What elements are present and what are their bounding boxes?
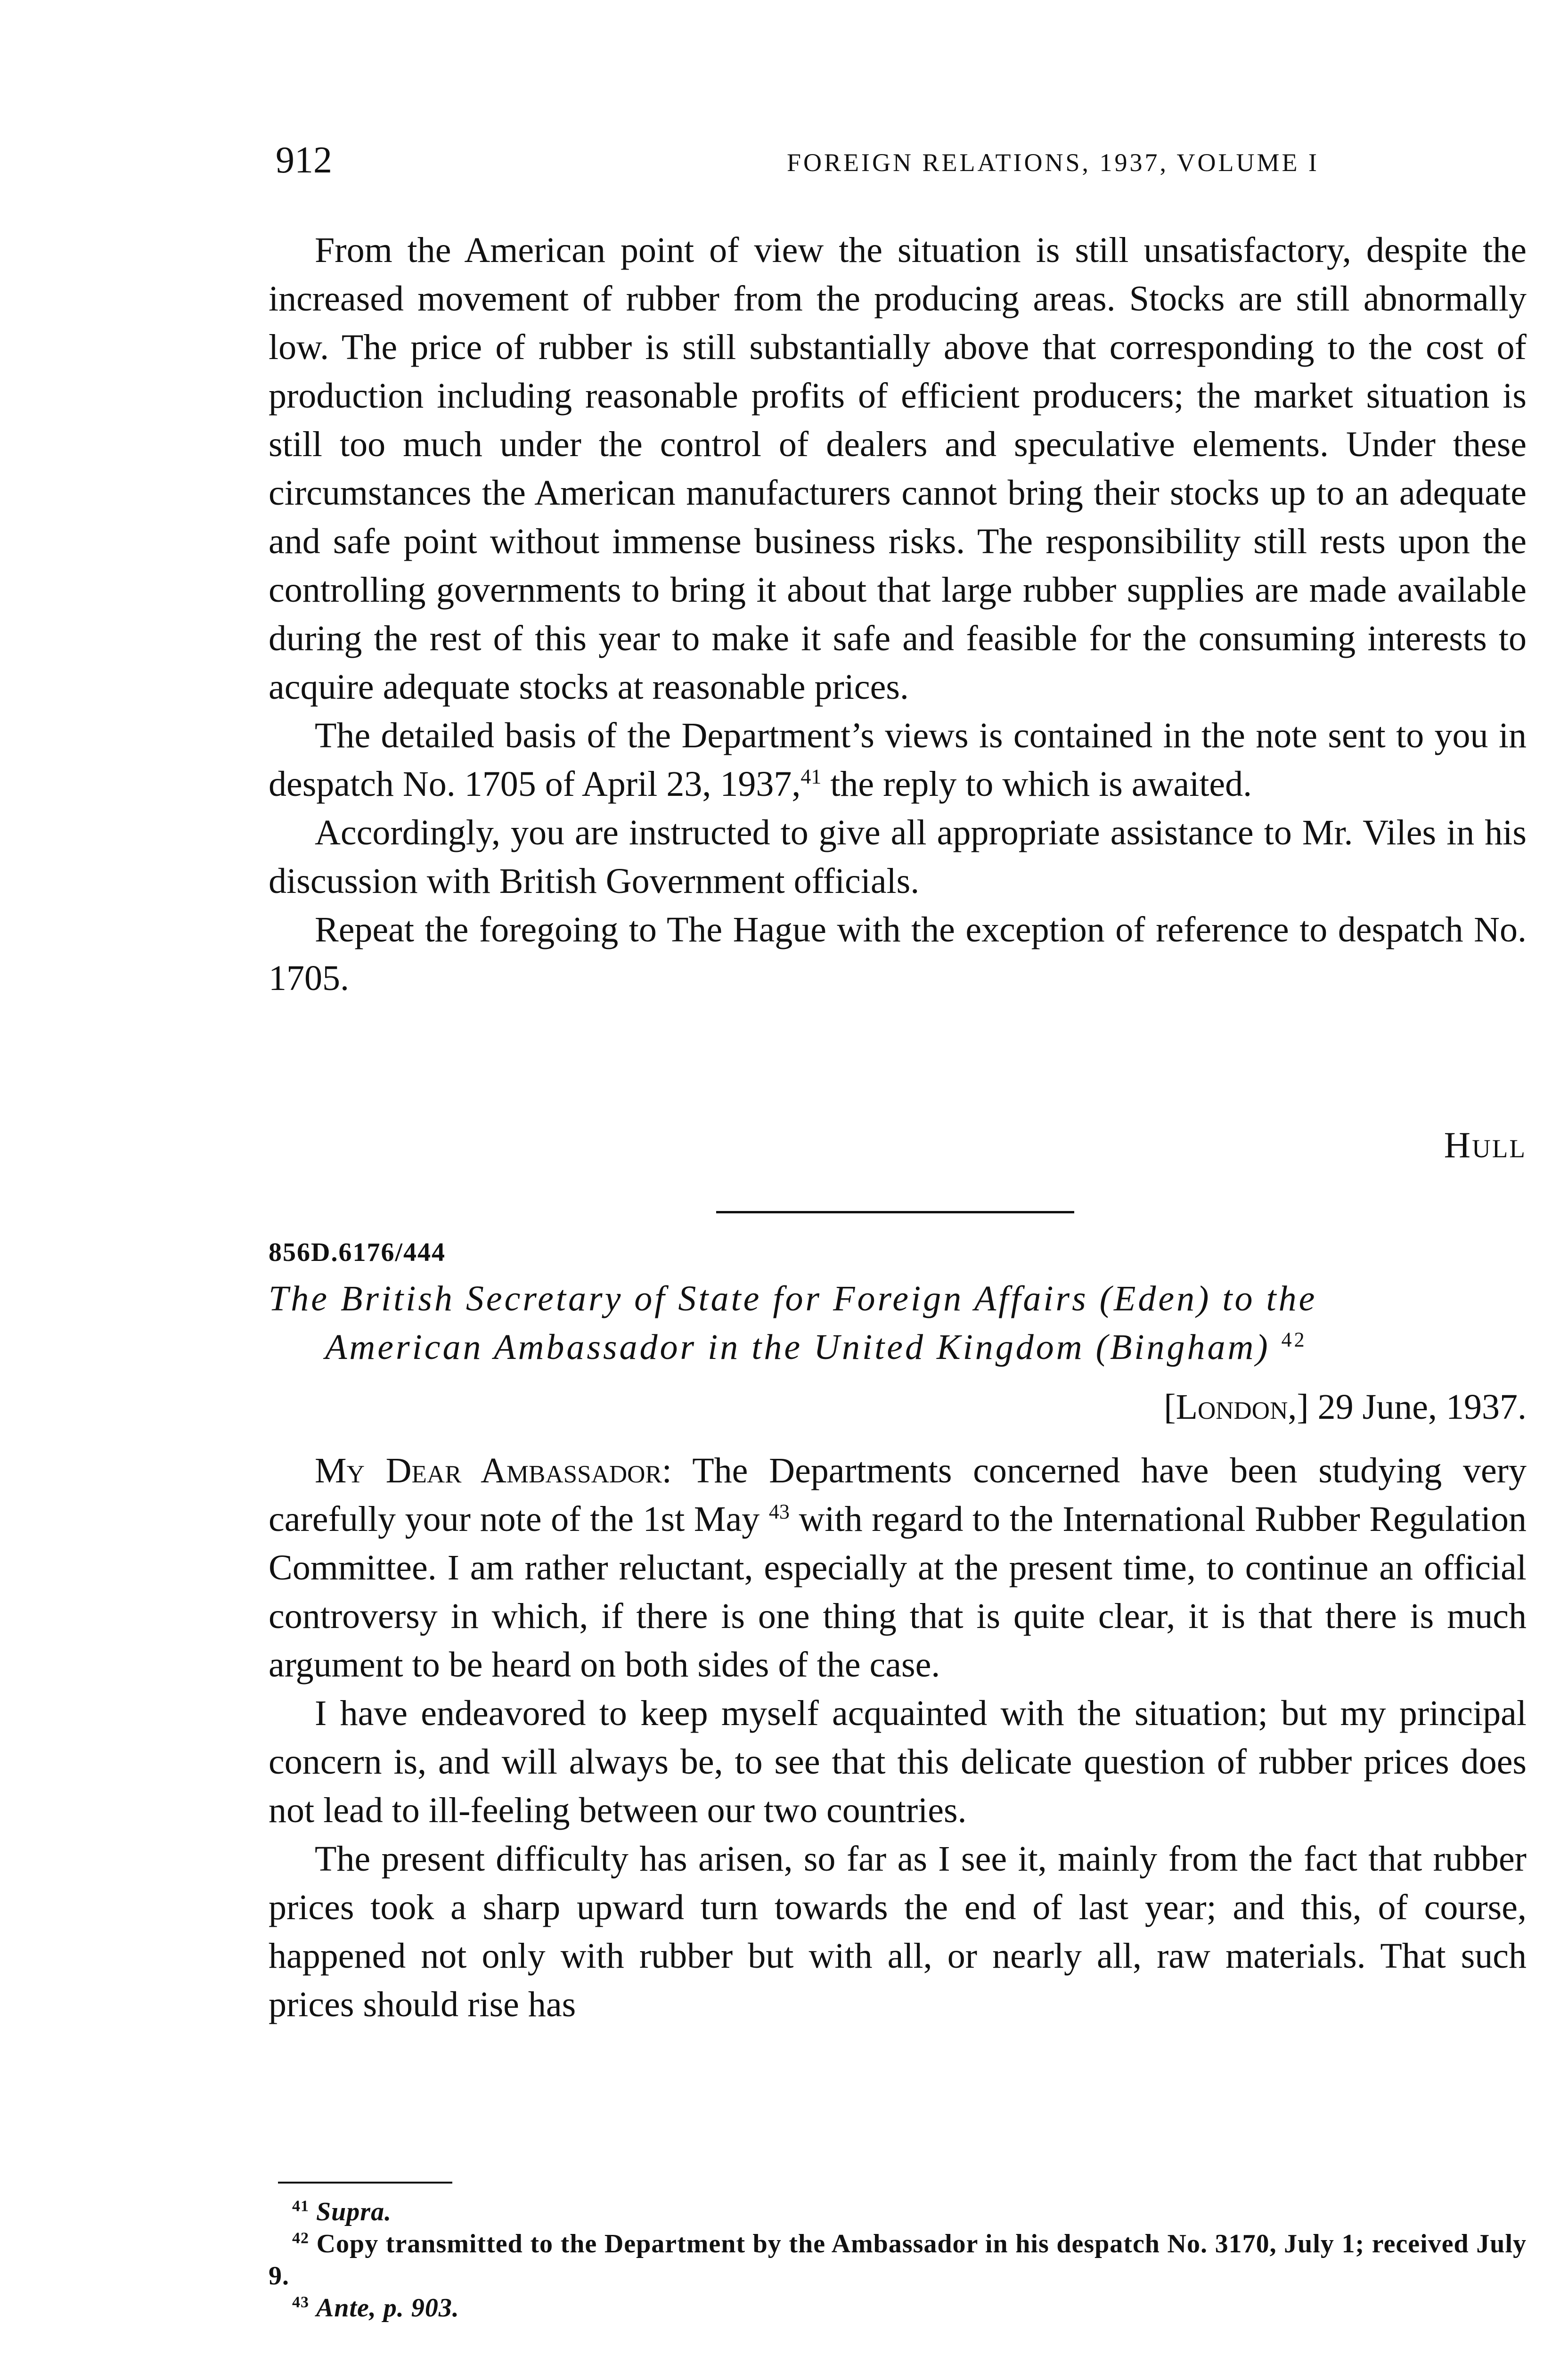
page-number: 912 xyxy=(276,139,332,181)
footnote xyxy=(269,2196,1527,2228)
document-title xyxy=(269,1275,1527,1372)
paragraph xyxy=(269,712,1527,809)
page-header xyxy=(276,134,1524,186)
signature: Hull xyxy=(1444,1124,1527,1165)
dateline: [London,] 29 June, 1937. xyxy=(1164,1387,1527,1427)
paragraph: From the American point of view the situation is still unsatisfactory, despite the increased movement of rubber from the producing areas. Stocks are still abnormally low. The price of rubber is still substantially above that corresponding to the cost of production including reasonable profits of efficient producers; the market situation is still too much under the control of dealers and speculative elements. Under these circumstances the American manufacturers cannot bring their stocks up to an adequate and safe point without immense business risks. The responsibility still rests upon the controlling governments to bring it about that large rubber supplies are made available during the rest of this year to make it safe and feasible for the consuming interests to acquire adequate stocks at reasonable prices. xyxy=(269,230,1527,707)
salutation: My Dear Ambassador: xyxy=(315,1451,672,1490)
footnote-mark: 43 xyxy=(292,2293,309,2311)
footnote-text: Supra. xyxy=(316,2197,392,2226)
dateline-city: London xyxy=(1176,1387,1288,1427)
paragraph: Accordingly, you are instructed to give all appropriate assistance to Mr. Viles in his discussion with British Government officials. xyxy=(269,813,1527,901)
section-divider xyxy=(716,1211,1074,1213)
document-title-line xyxy=(269,1323,1527,1372)
paragraph-text: The Departments concerned have been studying very carefully your note of the 1st May xyxy=(269,1451,1527,1539)
footnote-mark: 42 xyxy=(292,2229,309,2247)
letter-text xyxy=(269,1447,1527,2029)
document-title-line: The British Secretary of State for Foreign Affairs (Eden) to the xyxy=(269,1279,1317,1318)
paragraph-text: The detailed basis of the Department’s views is contained in the note sent to you in despatch No. 1705 of April 23, 1937, xyxy=(269,716,1527,804)
paragraph: I have endeavored to keep myself acquainted with the situation; but my principal concern is, and will always be, to see that this delicate question of rubber prices does not lead to ill-feeling between our two countries. xyxy=(269,1693,1527,1830)
footnote-text: Copy transmitted to the Department by the Ambassador in his despatch No. 3170, July 1; received July 9. xyxy=(269,2229,1527,2291)
footnote-divider xyxy=(278,2182,452,2184)
footnote-text: Ante, p. 903. xyxy=(316,2293,459,2323)
file-number: 856D.6176/444 xyxy=(269,1238,446,1267)
footnote-ref[interactable]: 41 xyxy=(800,765,822,788)
paragraph: The present difficulty has arisen, so far as I see it, mainly from the fact that rubber prices took a sharp upward turn towards the end of last year; and this, of course, happened not only with rubber but with all, or nearly all, raw materials. That such prices should rise has xyxy=(269,1839,1527,2024)
footnote xyxy=(269,2228,1527,2292)
instruction-text xyxy=(269,226,1527,1003)
paragraph-text: the reply to which is awaited. xyxy=(821,764,1252,804)
footnote-ref[interactable]: 42 xyxy=(1281,1328,1307,1351)
footnotes xyxy=(269,2196,1527,2324)
paragraph: Repeat the foregoing to The Hague with the exception of reference to despatch No. 1705. xyxy=(269,910,1527,998)
footnote xyxy=(269,2292,1527,2324)
paragraph-text: with regard to the International Rubber Regulation Committee. I am rather reluctant, especially at the present time, to continue an official controversy in which, if there is one thing that is quite clear, it is that there is much argument to be heard on both sides of the case. xyxy=(269,1499,1527,1685)
running-title: FOREIGN RELATIONS, 1937, VOLUME I xyxy=(787,148,1319,177)
footnote-mark: 41 xyxy=(292,2197,309,2215)
footnote-ref[interactable]: 43 xyxy=(768,1500,790,1523)
paragraph xyxy=(269,1447,1527,1689)
document-title-text: American Ambassador in the United Kingdom (Bingham) xyxy=(325,1327,1270,1367)
